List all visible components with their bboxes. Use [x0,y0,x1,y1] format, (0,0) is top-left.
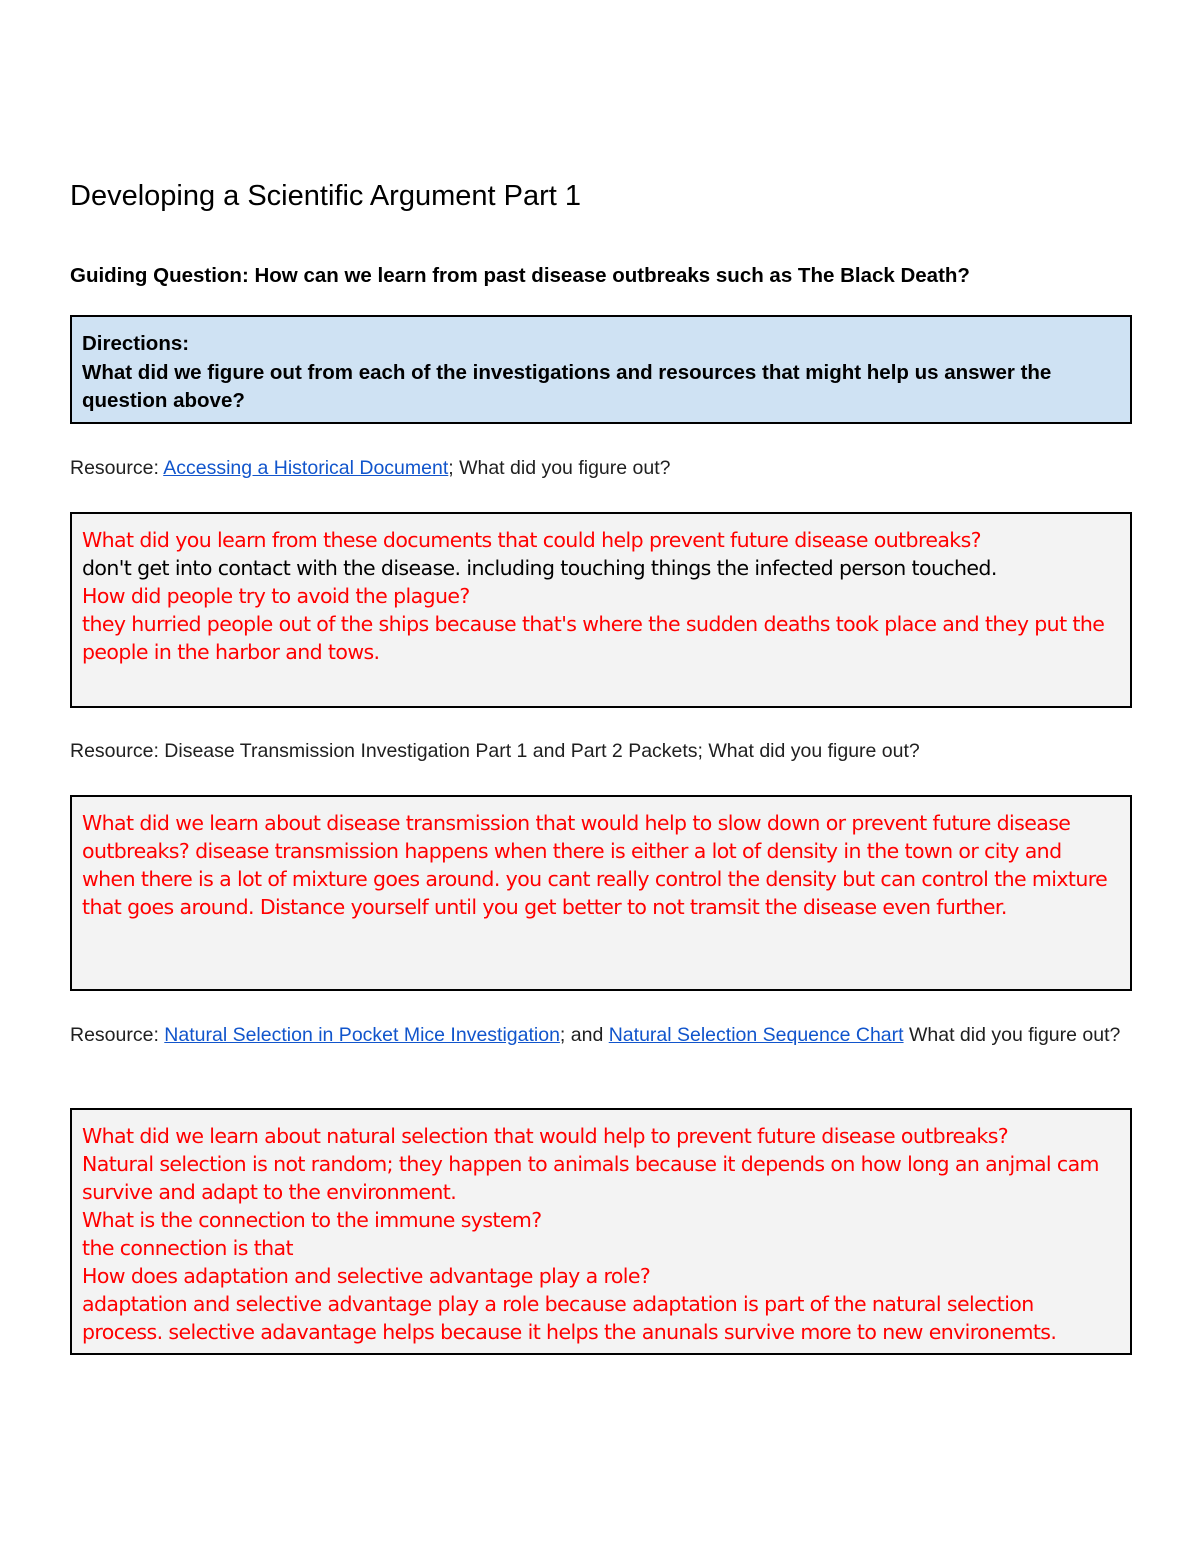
answer-3-line-4: the connection is that [82,1236,293,1260]
answer-box-1[interactable] [70,512,1132,708]
sequence-chart-link[interactable]: Natural Selection Sequence Chart [608,1024,904,1046]
answer-3-line-5: How does adaptation and selective advantage play a role? [82,1264,651,1288]
directions-label: Directions: [82,332,190,355]
answer-1-line-2: don't get into contact with the disease. including touching things the infected person touched. [82,556,997,580]
answer-box-3[interactable] [70,1108,1132,1355]
answer-1-line-3: How did people try to avoid the plague? [82,584,470,608]
directions-box [70,315,1132,424]
resource-2-prompt: Resource: Disease Transmission Investigation Part 1 and Part 2 Packets; What did you figure out? [70,740,920,762]
resource-1-prompt [70,454,670,482]
answer-3-line-3: What is the connection to the immune system? [82,1208,542,1232]
historical-document-link[interactable]: Accessing a Historical Document [163,457,449,479]
answer-2-line-1: What did we learn about disease transmission that would help to slow down or prevent future disease outbreaks? disease transmission happens when there is either a lot of density in the town or city and when there is a lot of mixture goes around. you cant really control the density but can control the mixture that goes around. Distance yourself until you get better to not tramsit the disease even further. [82,811,1108,919]
page-title: Developing a Scientific Argument Part 1 [70,180,581,212]
answer-box-2[interactable] [70,795,1132,991]
answer-3-line-6: adaptation and selective advantage play a role because adaptation is part of the natural selection process. selective adavantage helps because it helps the anunals survive more to new environemts. [82,1292,1057,1344]
resource-1-prefix: Resource: [70,457,164,479]
resource-1-suffix: ; What did you figure out? [448,457,671,479]
resource-3-prefix: Resource: [70,1024,165,1046]
answer-3-line-1: What did we learn about natural selection that would help to prevent future disease outbreaks? [82,1124,1009,1148]
resource-3-suffix: What did you figure out? [903,1024,1121,1046]
answer-1-line-1: What did you learn from these documents that could help prevent future disease outbreaks? [82,528,981,552]
directions-text: What did we figure out from each of the investigations and resources that might help us answer the question above? [82,360,1052,412]
resource-3-prompt [70,1021,1140,1049]
guiding-question: Guiding Question: How can we learn from past disease outbreaks such as The Black Death? [70,264,970,287]
resource-3-middle: ; and [559,1024,609,1046]
answer-1-line-4: they hurried people out of the ships because that's where the sudden deaths took place and they put the people in the harbor and tows. [82,612,1105,664]
pocket-mice-link[interactable]: Natural Selection in Pocket Mice Investigation [164,1024,560,1046]
answer-3-line-2: Natural selection is not random; they happen to animals because it depends on how long an anjmal cam survive and adapt to the environment. [82,1152,1099,1204]
